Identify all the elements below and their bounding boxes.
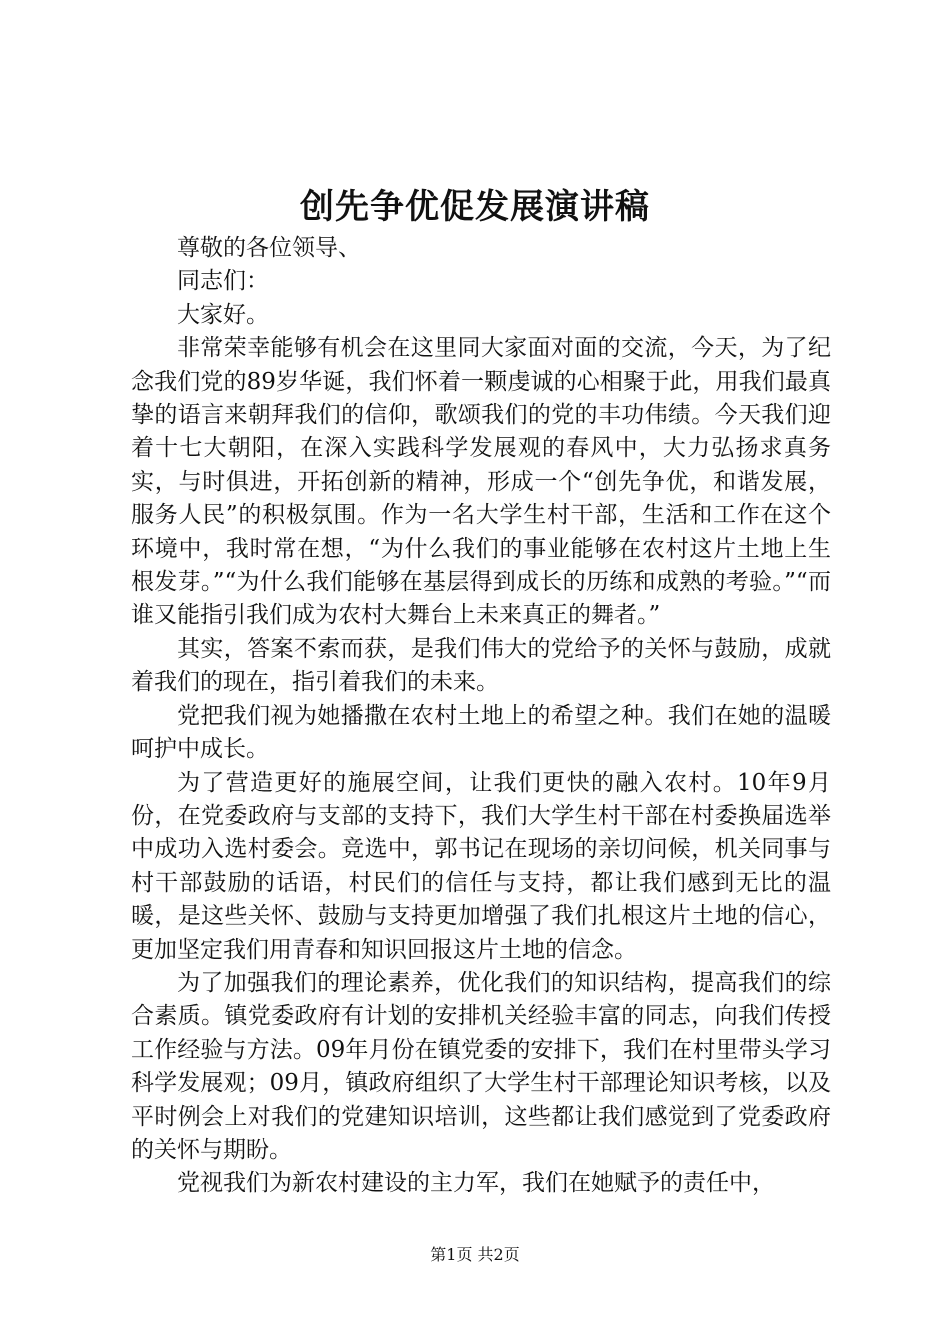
paragraph-body: 非常荣幸能够有机会在这里同大家面对面的交流，今天，为了纪念我们党的89岁华诞，我们怀着一颗虔诚的心相聚于此，用我们最真挚的语言来朝拜我们的信仰，歌颂我们的党的丰功伟绩。今天我们迎着十七大朝阳，在深入实践科学发展观的春风中，大力弘扬求真务实，与时俱进，开拓创新的精神，形成一个“创先争优，和谐发展，服务人民”的积极氛围。作为一名大学生村干部，生活和工作在这个环境中，我时常在想，“为什么我们的事业能够在农村这片土地上生根发芽。”“为什么我们能够在基层得到成长的历练和成熟的考验。”“而谁又能指引我们成为农村大舞台上未来真正的舞者。” bbox=[131, 335, 831, 629]
paragraph-body: 为了加强我们的理论素养，优化我们的知识结构，提高我们的综合素质。镇党委政府有计划的安排机关经验丰富的同志，向我们传授工作经验与方法。09年月份在镇党委的安排下，我们在村里带头学习科学发展观；09月，镇政府组织了大学生村干部理论知识考核，以及平时例会上对我们的党建知识培训，这些都让我们感觉到了党委政府的关怀与期盼。 bbox=[131, 969, 831, 1163]
paragraph-salutation-2: 同志们： bbox=[177, 268, 269, 295]
paragraph-greeting: 大家好。 bbox=[177, 301, 269, 328]
page-number-footer: 第1页 共2页 bbox=[430, 1245, 520, 1264]
document-body bbox=[131, 232, 831, 1201]
paragraph-salutation-1: 尊敬的各位领导、 bbox=[177, 235, 361, 261]
document-title: 创先争优促发展演讲稿 bbox=[300, 187, 650, 227]
paragraph-body: 党把我们视为她播撒在农村土地上的希望之种。我们在她的温暖呵护中成长。 bbox=[131, 702, 831, 763]
paragraph-body: 其实，答案不索而获，是我们伟大的党给予的关怀与鼓励，成就着我们的现在，指引着我们的未来。 bbox=[131, 635, 831, 696]
paragraph-body: 为了营造更好的施展空间，让我们更快的融入农村。10年9月份，在党委政府与支部的支持下，我们大学生村干部在村委换届选举中成功入选村委会。竞选中，郭书记在现场的亲切问候，机关同事与村干部鼓励的话语，村民们的信任与支持，都让我们感到无比的温暖，是这些关怀、鼓励与支持更加增强了我们扎根这片土地的信心，更加坚定我们用青春和知识回报这片土地的信念。 bbox=[131, 769, 831, 963]
paragraph-body: 党视我们为新农村建设的主力军，我们在她赋予的责任中， bbox=[177, 1170, 775, 1197]
